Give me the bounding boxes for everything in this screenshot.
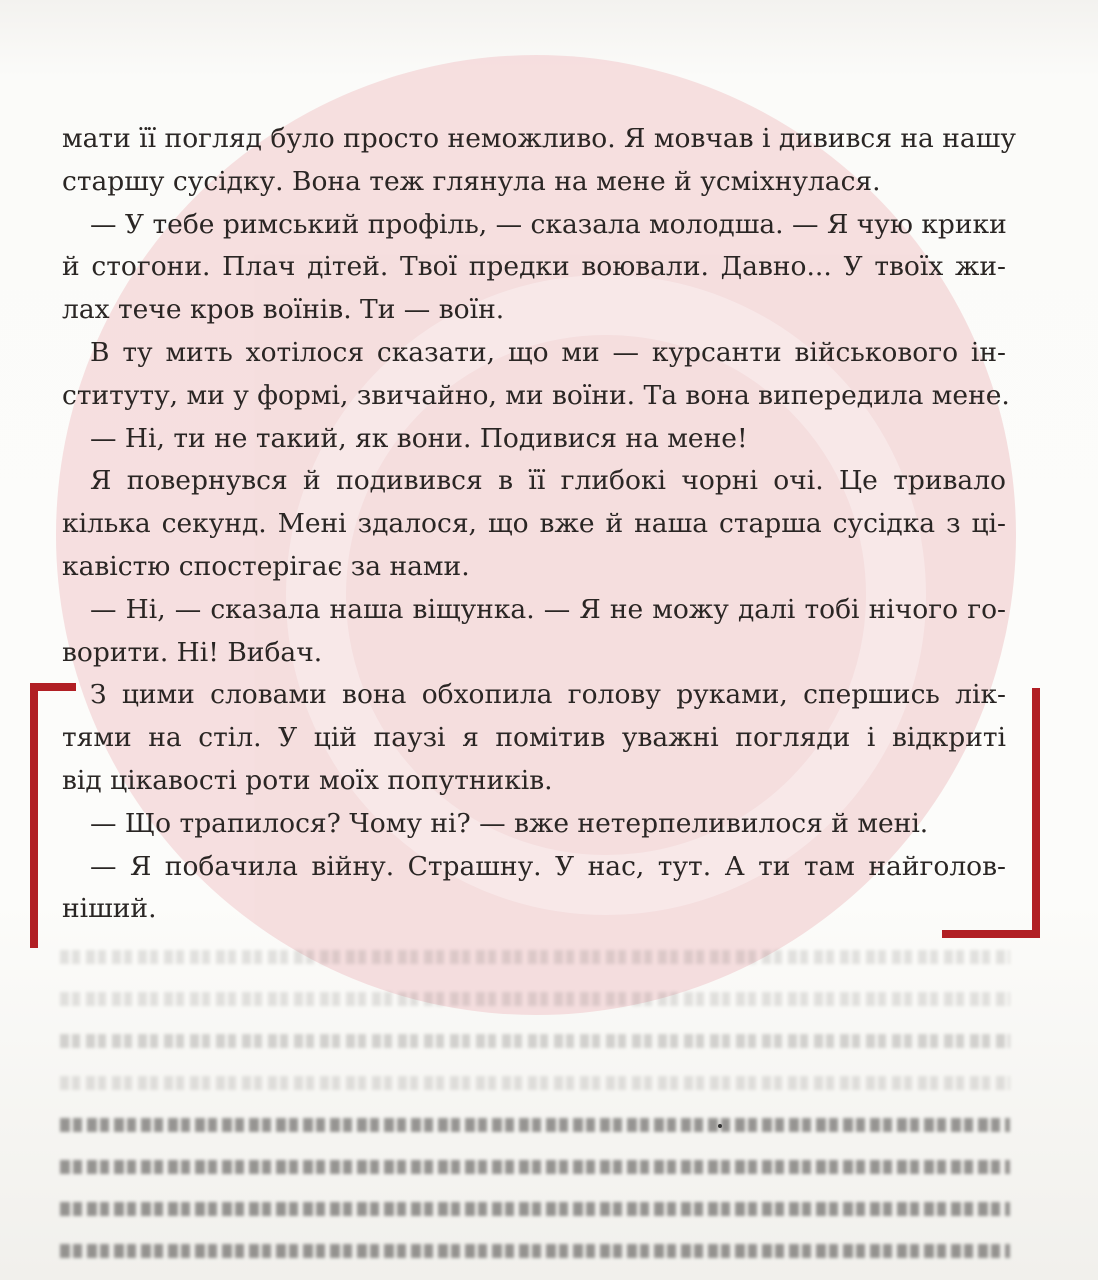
text-line: кілька секунд. Мені здалося, що вже й наша старша сусідка з ці- <box>62 508 1006 540</box>
highlighted-text-line: З цими словами вона обхопила голову руками, спершись лік- <box>90 679 1006 711</box>
blurred-line <box>60 1076 1010 1090</box>
blurred-bleed-through-text <box>60 950 1010 1280</box>
highlighted-text-line: ніший. <box>62 893 157 925</box>
text-line: — Ні, — сказала наша віщунка. — Я не можу далі тобі нічого го- <box>90 593 1006 625</box>
highlight-bracket-left <box>30 683 76 948</box>
blurred-line <box>60 1244 1010 1258</box>
blurred-line <box>60 1034 1010 1048</box>
text-line: ворити. Ні! Вибач. <box>62 636 323 668</box>
page-text <box>62 118 1016 931</box>
text-line: — Ні, ти не такий, як вони. Подивися на мене! <box>90 422 748 454</box>
highlighted-text-line: — Що трапилося? Чому ні? — вже нетерпеливилося й мені. <box>90 807 929 839</box>
highlighted-text-line: тями на стіл. У цій паузі я помітив уважні погляди і відкриті <box>62 722 1006 754</box>
blurred-line <box>60 1118 1010 1132</box>
highlighted-text-line: — Я побачила війну. Страшну. У нас, тут. А ти там найголов- <box>90 850 1006 882</box>
text-line: кавістю спостерігає за нами. <box>62 550 470 582</box>
highlight-bracket-right <box>942 688 1040 938</box>
speck <box>718 1124 722 1128</box>
highlighted-text-line: від цікавості роти моїх попутників. <box>62 764 553 796</box>
text-line: й стогони. Плач дітей. Твої предки воювали. Давно... У твоїх жи- <box>62 251 1006 283</box>
text-line: лах тече кров воїнів. Ти — воїн. <box>62 294 505 326</box>
blurred-line <box>60 950 1010 964</box>
text-line: старшу сусідку. Вона теж глянула на мене й усміхнулася. <box>62 165 881 197</box>
text-line: мати її погляд було просто неможливо. Я мовчав і дивився на нашу <box>62 123 1016 154</box>
text-line: В ту мить хотілося сказати, що ми — курсанти військового ін- <box>90 336 1006 368</box>
text-line: ституту, ми у формі, звичайно, ми воїни. Та вона випередила мене. <box>62 379 1010 411</box>
blurred-line <box>60 1160 1010 1174</box>
text-line: — У тебе римський профіль, — сказала молодша. — Я чую крики <box>90 208 1007 240</box>
text-line: Я повернувся й подивився в її глибокі чорні очі. Це тривало <box>90 465 1006 497</box>
blurred-line <box>60 992 1010 1006</box>
blurred-line <box>60 1202 1010 1216</box>
